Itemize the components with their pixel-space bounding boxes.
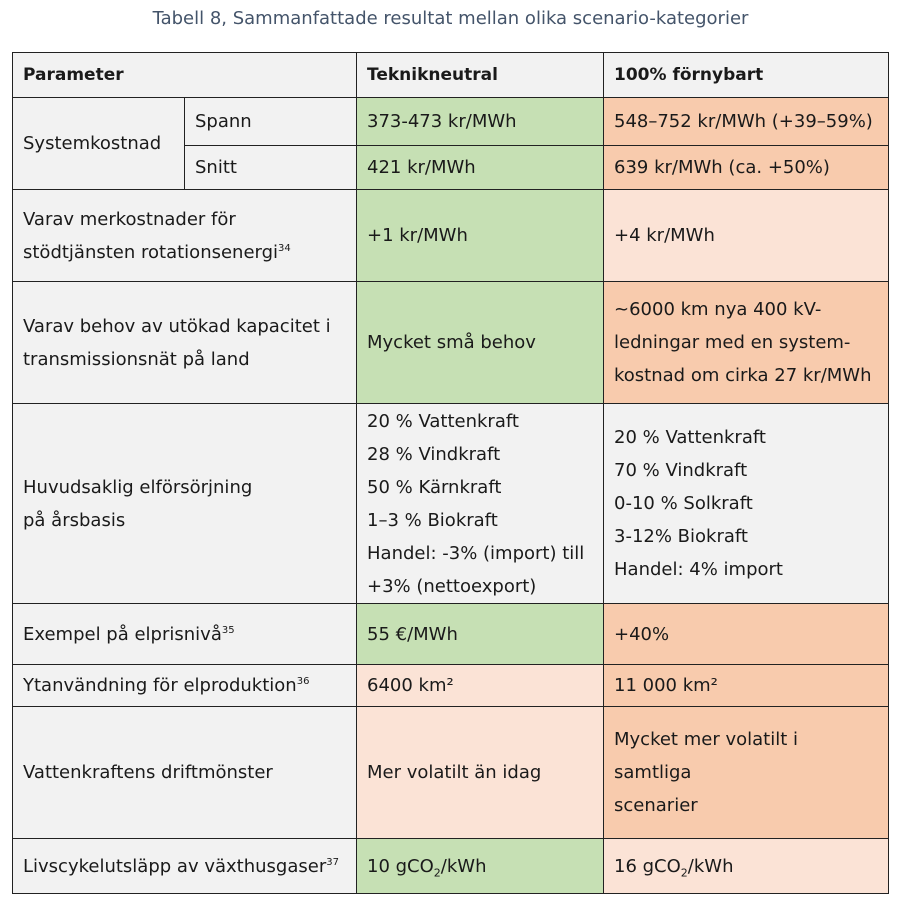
merkostnader-label-line2: stödtjänsten rotationsenergi (23, 241, 279, 263)
elforsorjning-tn-line6: +3% (nettoexport) (367, 575, 537, 597)
cell-merkostnader-teknikneutral: +1 kr/MWh (357, 190, 604, 282)
cell-livscykel-teknikneutral (357, 839, 604, 894)
cell-elprisniva-teknikneutral: 55 €/MWh (357, 604, 604, 665)
elforsorjning-tn-line2: 28 % Vindkraft (367, 443, 501, 465)
cell-elforsorjning-teknikneutral (357, 404, 604, 604)
elforsorjning-fb-line4: 3-12% Biokraft (614, 526, 748, 547)
cell-spann-teknikneutral: 373-473 kr/MWh (357, 98, 604, 146)
cell-elforsorjning-fornybart (604, 404, 889, 604)
ytanvandning-label: Ytanvändning för elproduktion (23, 675, 297, 696)
row-label-livscykel (13, 839, 357, 894)
row-label-elprisniva (13, 604, 357, 665)
elforsorjning-tn-line4: 1–3 % Biokraft (367, 509, 498, 531)
livscykel-label: Livscykelutsläpp av växthusgaser (23, 855, 327, 877)
cell-merkostnader-fornybart: +4 kr/MWh (604, 190, 889, 282)
header-fornybart: 100% förnybart (604, 53, 889, 98)
elforsorjning-fb-line3: 0-10 % Solkraft (614, 493, 753, 514)
table-row-transmission (13, 282, 889, 404)
cell-ytanvandning-teknikneutral: 6400 km² (357, 665, 604, 707)
livscykel-tn-sub: 2 (433, 866, 441, 880)
elforsorjning-label-line2: på årsbasis (23, 509, 126, 531)
table-row-ytanvandning (13, 665, 889, 707)
table-row-systemkostnad-spann (13, 98, 889, 146)
footnote-34: 34 (278, 242, 291, 254)
summary-table (12, 52, 889, 894)
footnote-36: 36 (296, 676, 310, 687)
table-row-livscykel (13, 839, 889, 894)
transmission-fornybart-line3: kostnad om cirka 27 kr/MWh (614, 365, 872, 386)
footnote-37: 37 (326, 856, 339, 868)
transmission-fornybart-line2: ledningar med en system- (614, 332, 851, 353)
header-row (13, 53, 889, 98)
row-label-transmission (13, 282, 357, 404)
transmission-label-line2: transmissionsnät på land (23, 348, 250, 370)
row-label-driftmonster: Vattenkraftens driftmönster (13, 707, 357, 839)
footnote-35: 35 (221, 624, 235, 636)
row-label-ytanvandning (13, 665, 357, 707)
table-row-elprisniva (13, 604, 889, 665)
row-label-systemkostnad: Systemkostnad (13, 98, 185, 190)
elforsorjning-tn-line5: Handel: -3% (import) till (367, 542, 585, 564)
driftmonster-fornybart-line2: scenarier (614, 795, 698, 816)
cell-transmission-teknikneutral: Mycket små behov (357, 282, 604, 404)
cell-transmission-fornybart (604, 282, 889, 404)
table-row-driftmonster (13, 707, 889, 839)
transmission-label-line1: Varav behov av utökad kapacitet i (23, 315, 331, 337)
livscykel-fb-prefix: 16 gCO (614, 855, 681, 877)
cell-livscykel-fornybart (604, 839, 889, 894)
cell-spann-fornybart: 548–752 kr/MWh (+39–59%) (604, 98, 889, 146)
row-sublabel-spann: Spann (185, 98, 357, 146)
elforsorjning-fb-line2: 70 % Vindkraft (614, 460, 748, 481)
elforsorjning-fb-line5: Handel: 4% import (614, 559, 783, 580)
merkostnader-label-line1: Varav merkostnader för (23, 208, 236, 230)
cell-snitt-teknikneutral: 421 kr/MWh (357, 146, 604, 190)
cell-driftmonster-fornybart (604, 707, 889, 839)
table-row-elforsorjning (13, 404, 889, 604)
livscykel-fb-suffix: /kWh (687, 855, 734, 877)
header-teknikneutral: Teknikneutral (357, 53, 604, 98)
transmission-fornybart-line1: ~6000 km nya 400 kV- (614, 299, 822, 320)
livscykel-fb-sub: 2 (680, 866, 688, 880)
driftmonster-fornybart-line1: Mycket mer volatilt i samtliga (614, 729, 798, 783)
header-parameter: Parameter (13, 53, 357, 98)
row-label-elforsorjning (13, 404, 357, 604)
row-sublabel-snitt: Snitt (185, 146, 357, 190)
merkostnader-label-line2-wrap (23, 236, 346, 269)
table-caption: Tabell 8, Sammanfattade resultat mellan olika scenario-kategorier (152, 8, 749, 29)
cell-ytanvandning-fornybart: 11 000 km² (604, 665, 889, 707)
cell-elprisniva-fornybart: +40% (604, 604, 889, 665)
elforsorjning-fb-line1: 20 % Vattenkraft (614, 427, 766, 448)
livscykel-tn-prefix: 10 gCO (367, 855, 434, 877)
cell-driftmonster-teknikneutral: Mer volatilt än idag (357, 707, 604, 839)
elforsorjning-tn-line1: 20 % Vattenkraft (367, 410, 519, 432)
elforsorjning-tn-line3: 50 % Kärnkraft (367, 476, 502, 498)
livscykel-tn-suffix: /kWh (440, 855, 487, 877)
elforsorjning-label-line1: Huvudsaklig elförsörjning (23, 476, 253, 498)
row-label-merkostnader (13, 190, 357, 282)
table-row-merkostnader (13, 190, 889, 282)
cell-snitt-fornybart: 639 kr/MWh (ca. +50%) (604, 146, 889, 190)
elprisniva-label: Exempel på elprisnivå (23, 623, 222, 645)
